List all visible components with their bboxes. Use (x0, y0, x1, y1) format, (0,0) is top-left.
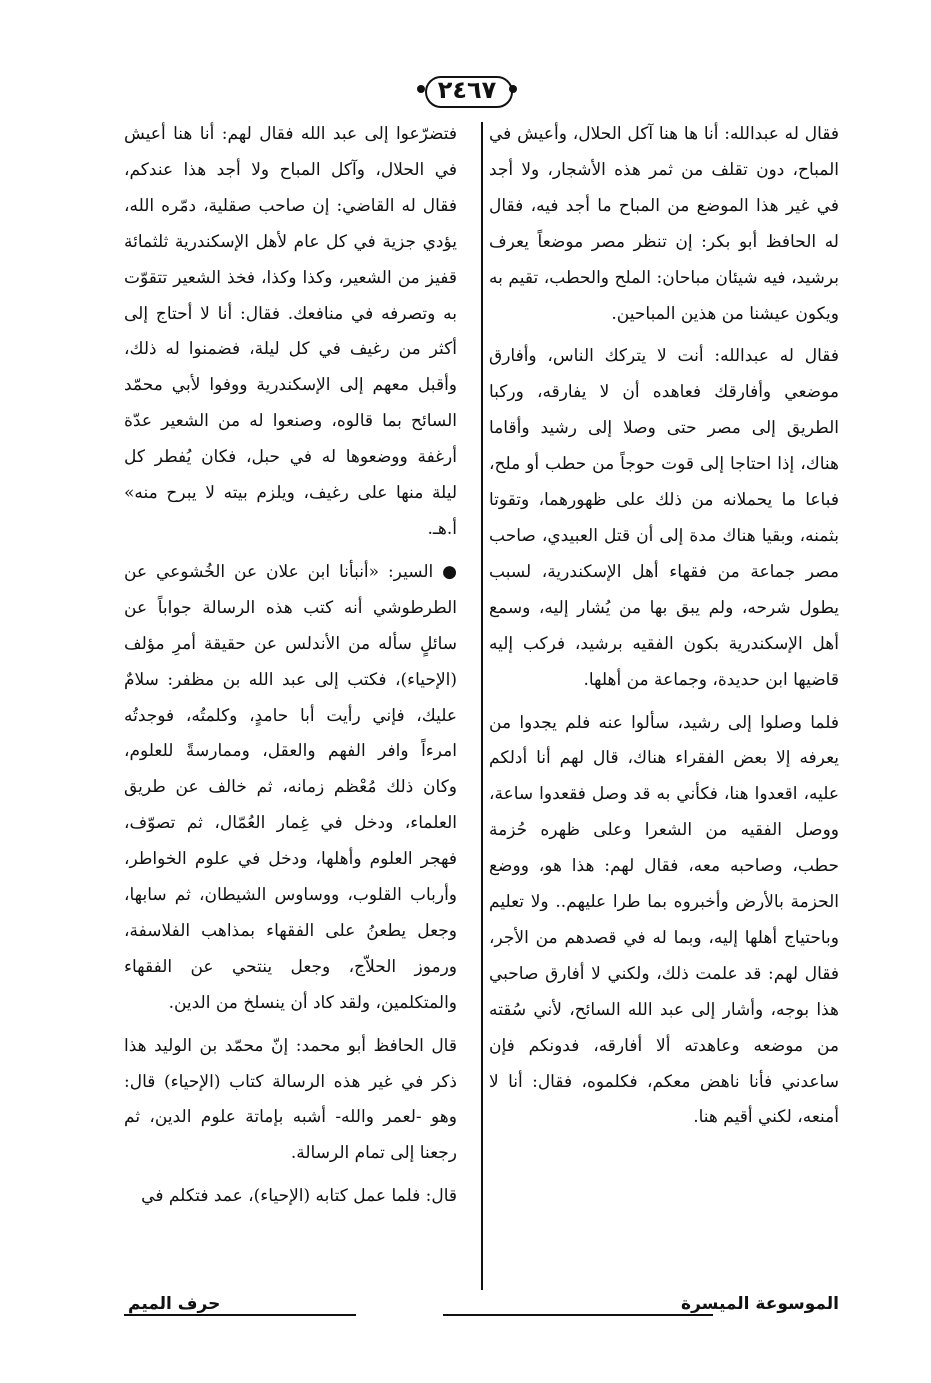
page-number-badge (415, 72, 519, 112)
paragraph: فتضرّعوا إلى عبد الله فقال لهم: أنا هنا أعيش في الحلال، وآكل المباح ولا أجد هذا عندكم، فقال له القاضي: إن صاحب صقلية، دمّره الله، يؤدي جزية في كل عام لأهل الإسكندرية ثلثمائة قفيز من الشعير، وكذا وكذا، فخذ الشعير تتقوّت به وتصرفه في منافعك. فقال: أنا لا أحتاج إلى أكثر من رغيف في كل ليلة، فضمنوا له ذلك، وأقبل معهم إلى الإسكندرية ووفوا لأبي محمّد السائح بما قالوه، وصنعوا له من الشعير عدّة أرغفة ووضعوها له في حبل، فكان يُفطر كل ليلة منها على رغيف، ويلزم بيته لا يبرح منه» أ.هـ. (124, 124, 457, 539)
column-divider (481, 122, 483, 1290)
section-title: حرف الميم (128, 1294, 221, 1314)
paragraph: ● السير: «أنبأنا ابن علان عن الخُشوعي عن الطرطوشي أنه كتب هذه الرسالة جواباً عن سائلٍ سأله من الأندلس عن حقيقة أمرِ مؤلف (الإحياء)، فكتب إلى عبد الله بن مظفر: سلامٌ عليك، فإني رأيت أبا حامدٍ، وكلمتُه، فوجدتُه امرءاً وافر الفهم والعقل، وممارسةً للعلوم، وكان ذلك مُعْظم زمانه، ثم خالف عن طريق العلماء، ودخل في غِمار العُمّال، ثم تصوّف، فهجر العلوم وأهلها، ودخل في علوم الخواطر، وأرباب القلوب، ووساوس الشيطان، ثم سابها، وجعل يطعنُ على الفقهاء بمذاهب الفلاسفة، ورموز الحلاّج، وجعل ينتحي عن الفقهاء والمتكلمين، ولقد كاد أن ينسلخ من الدين. (124, 561, 457, 1013)
left-dot-ornament (417, 85, 425, 93)
footer-rule (443, 1314, 713, 1316)
footer-rule (124, 1314, 356, 1316)
paragraph: قال الحافظ أبو محمد: إنّ محمّد بن الوليد هذا ذكر في غير هذه الرسالة كتاب (الإحياء) قال: وهو -لعمر والله- أشبه بإماتة علوم الدين، ثم رجعنا إلى تمام الرسالة. (124, 1035, 457, 1164)
encyclopedia-title: الموسوعة الميسرة (681, 1294, 839, 1314)
paragraph: فقال له عبدالله: أنت لا يتركك الناس، وأفارق موضعي وأفارقك فعاهده أن لا يفارقه، وركبا الطريق إلى مصر حتى وصلا إلى رشيد وأقاما هناك، إذا احتاجا إلى قوت حوجاً من حطب أو ملح، فباعا ما يحملانه من ذلك على ظهورهما، وتقوتا بثمنه، وبقيا هناك مدة إلى أن قتل العبيدي، صاحب مصر جماعة من فقهاء أهل الإسكندرية، لسبب يطول شرحه، ولم يبق بها من يُشار إليه، وسمع أهل الإسكندرية بكون الفقيه برشيد، فركب إليه قاضيها ابن حديدة، وجماعة من أهلها. (489, 346, 839, 690)
paragraph: فقال له عبدالله: أنا ها هنا آكل الحلال، وأعيش في المباح، دون تقلف من ثمر هذه الأشجار، ولا أجد في غير هذا الموضع من المباح ما أجد فيه، فقال له الحافظ أبو بكر: إن تنظر مصر موضعاً يعرف برشيد، فيه شيئان مباحان: الملح والحطب، تقيم به ويكون عيشنا من هذين المباحين. (489, 124, 839, 324)
paragraph: فلما وصلوا إلى رشيد، سألوا عنه فلم يجدوا من يعرفه إلا بعض الفقراء هناك، قال لهم أنا أدلكم عليه، اقعدوا هنا، فكأني به قد وصل فقعدوا ساعة، ووصل الفقيه من الشعرا وعلى ظهره حُزمة حطب، وصاحبه معه، فقال لهم: هذا هو، ووضع الحزمة بالأرض وأخبروه بما طرا عليهم.. ولا تعليم وباحتياج أهلها إليه، وبما له في قصدهم من الأجر، فقال لهم: قد علمت ذلك، ولكني لا أفارق صاحبي هذا بوجه، وأشار إلى عبد الله السائح، لأني سُقته من موضعه وعاهدته ألا أفارقه، فدونكم فإن ساعدني فأنا ناهض معكم، فكلموه، فقال: أنا لا أمنعه، لكني أقيم هنا. (489, 712, 839, 1128)
page-footer (124, 1294, 839, 1328)
right-dot-ornament (509, 85, 517, 93)
left-column (124, 117, 457, 1215)
paragraph: قال: فلما عمل كتابه (الإحياء)، عمد فتكلم في (141, 1186, 457, 1207)
page-number: ٢٤٦٧ (437, 76, 497, 104)
right-column (489, 117, 839, 1136)
